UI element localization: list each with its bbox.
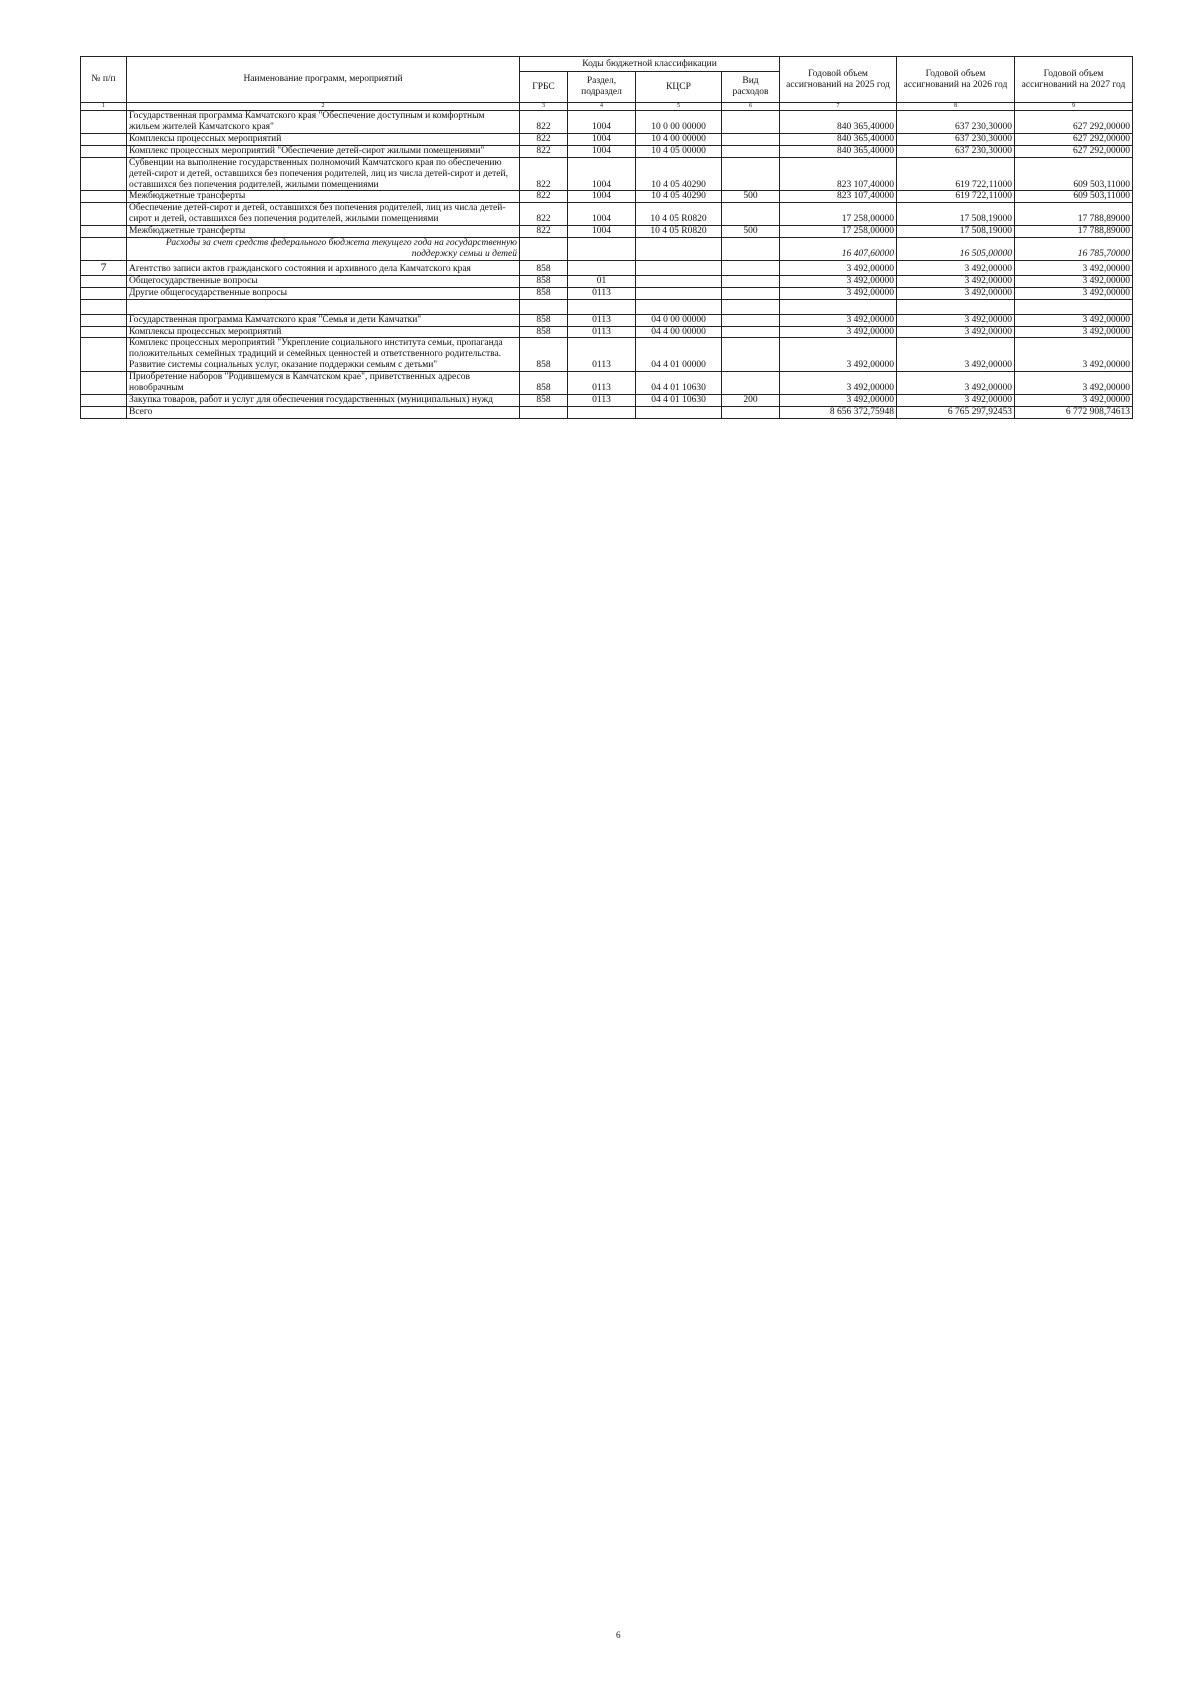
header-2026: Годовой объем ассигнований на 2026 год: [897, 57, 1015, 103]
row-npp: [81, 395, 127, 407]
row-section: [568, 407, 636, 419]
row-name: Комплекс процессных мероприятий "Обеспечение детей-сирот жилыми помещениями": [127, 145, 520, 157]
row-kcsr: 10 0 00 00000: [636, 111, 722, 134]
row-vid: 200: [722, 395, 780, 407]
row-vid: [722, 326, 780, 338]
row-vid: [722, 314, 780, 326]
row-section: 1004: [568, 203, 636, 226]
table-row: [81, 238, 1133, 261]
row-npp: [81, 133, 127, 145]
row-kcsr: 04 0 00 00000: [636, 314, 722, 326]
row-grbs: 858: [520, 372, 568, 395]
row-section: 1004: [568, 133, 636, 145]
table-row: [81, 372, 1133, 395]
header-row-1: [81, 57, 1133, 72]
row-kcsr: [636, 238, 722, 261]
row-npp: [81, 407, 127, 419]
row-amount-2026: 3 492,00000: [897, 275, 1015, 287]
row-grbs: 822: [520, 111, 568, 134]
table-row: [81, 157, 1133, 191]
row-section: 1004: [568, 226, 636, 238]
row-grbs: [520, 299, 568, 314]
row-amount-2026: 637 230,30000: [897, 133, 1015, 145]
row-name: Всего: [127, 407, 520, 419]
row-vid: [722, 372, 780, 395]
row-amount-2025: 823 107,40000: [780, 157, 897, 191]
row-amount-2026: 637 230,30000: [897, 145, 1015, 157]
column-number-cell: 5: [636, 103, 722, 111]
row-name: Государственная программа Камчатского края "Обеспечение доступным и комфортным жильем жителей Камчатского края": [127, 111, 520, 134]
row-npp: [81, 372, 127, 395]
row-amount-2025: 840 365,40000: [780, 133, 897, 145]
column-number-cell: 4: [568, 103, 636, 111]
row-amount-2026: 3 492,00000: [897, 326, 1015, 338]
row-vid: [722, 203, 780, 226]
row-amount-2027: 16 785,70000: [1015, 238, 1133, 261]
row-amount-2025: 840 365,40000: [780, 111, 897, 134]
row-amount-2025: 17 258,00000: [780, 226, 897, 238]
row-amount-2025: 3 492,00000: [780, 395, 897, 407]
table-row: [81, 111, 1133, 134]
row-grbs: 822: [520, 157, 568, 191]
row-grbs: 822: [520, 191, 568, 203]
row-amount-2027: 3 492,00000: [1015, 372, 1133, 395]
row-npp: [81, 299, 127, 314]
table-row: [81, 338, 1133, 372]
table-row: [81, 299, 1133, 314]
row-name: Комплексы процессных мероприятий: [127, 326, 520, 338]
column-number-cell: 3: [520, 103, 568, 111]
row-section: 0113: [568, 326, 636, 338]
row-amount-2027: [1015, 299, 1133, 314]
row-amount-2027: 17 788,89000: [1015, 203, 1133, 226]
row-npp: [81, 275, 127, 287]
column-number-cell: 8: [897, 103, 1015, 111]
row-grbs: [520, 238, 568, 261]
row-section: [568, 260, 636, 275]
row-amount-2026: 3 492,00000: [897, 395, 1015, 407]
row-name: Комплекс процессных мероприятий "Укрепление социального института семьи, пропаганда положительных семейных традиций и семейных ценностей и ответственного родительства. Развитие системы социальных услуг, оказание поддержки семьям с детьми": [127, 338, 520, 372]
row-npp: [81, 314, 127, 326]
table-row: [81, 203, 1133, 226]
row-grbs: 858: [520, 275, 568, 287]
row-vid: [722, 145, 780, 157]
row-section: 0113: [568, 314, 636, 326]
row-kcsr: 04 4 01 10630: [636, 372, 722, 395]
column-number-cell: 1: [81, 103, 127, 111]
row-amount-2025: 3 492,00000: [780, 275, 897, 287]
header-codes-group: Коды бюджетной классификации: [520, 57, 780, 72]
row-vid: [722, 111, 780, 134]
row-amount-2026: 3 492,00000: [897, 314, 1015, 326]
row-kcsr: 10 4 05 R0820: [636, 203, 722, 226]
row-kcsr: [636, 260, 722, 275]
row-amount-2025: 8 656 372,75948: [780, 407, 897, 419]
row-name: Общегосударственные вопросы: [127, 275, 520, 287]
row-name: Субвенции на выполнение государственных полномочий Камчатского края по обеспечению детей-сирот и детей, оставшихся без попечения родителей, лиц из числа детей-сирот и детей, оставшихся без попечения родителей, жилыми помещениями: [127, 157, 520, 191]
row-amount-2027: 3 492,00000: [1015, 287, 1133, 299]
row-amount-2027: 627 292,00000: [1015, 111, 1133, 134]
header-2025: Годовой объем ассигнований на 2025 год: [780, 57, 897, 103]
header-section: Раздел, подраздел: [568, 72, 636, 103]
row-amount-2026: [897, 299, 1015, 314]
row-amount-2027: 17 788,89000: [1015, 226, 1133, 238]
row-section: 1004: [568, 157, 636, 191]
row-grbs: 858: [520, 395, 568, 407]
row-amount-2025: 840 365,40000: [780, 145, 897, 157]
row-amount-2025: 3 492,00000: [780, 338, 897, 372]
row-amount-2025: 3 492,00000: [780, 372, 897, 395]
row-amount-2026: 3 492,00000: [897, 372, 1015, 395]
row-amount-2027: 627 292,00000: [1015, 145, 1133, 157]
row-amount-2026: 17 508,19000: [897, 203, 1015, 226]
row-amount-2027: 3 492,00000: [1015, 314, 1133, 326]
row-section: [568, 299, 636, 314]
table-body: [81, 111, 1133, 419]
row-amount-2026: 619 722,11000: [897, 157, 1015, 191]
table-row: [81, 287, 1133, 299]
row-amount-2026: 6 765 297,92453: [897, 407, 1015, 419]
row-section: 0113: [568, 287, 636, 299]
row-name: Обеспечение детей-сирот и детей, оставшихся без попечения родителей, лиц из числа детей-сирот и детей, оставшихся без попечения родителей, жилыми помещениями: [127, 203, 520, 226]
row-npp: [81, 157, 127, 191]
table-row: [81, 260, 1133, 275]
row-npp: [81, 287, 127, 299]
row-grbs: 858: [520, 260, 568, 275]
row-section: [568, 238, 636, 261]
row-amount-2025: 823 107,40000: [780, 191, 897, 203]
header-kcsr: КЦСР: [636, 72, 722, 103]
row-npp: [81, 191, 127, 203]
row-section: 1004: [568, 145, 636, 157]
row-name: Агентство записи актов гражданского состояния и архивного дела Камчатского края: [127, 260, 520, 275]
header-name: Наименование программ, мероприятий: [127, 57, 520, 103]
row-npp: [81, 145, 127, 157]
row-amount-2027: 627 292,00000: [1015, 133, 1133, 145]
row-kcsr: 04 4 00 00000: [636, 326, 722, 338]
row-vid: 500: [722, 191, 780, 203]
column-number-cell: 9: [1015, 103, 1133, 111]
row-amount-2026: 637 230,30000: [897, 111, 1015, 134]
row-amount-2027: 3 492,00000: [1015, 326, 1133, 338]
row-grbs: 858: [520, 287, 568, 299]
row-vid: 500: [722, 226, 780, 238]
row-vid: [722, 275, 780, 287]
row-kcsr: 10 4 00 00000: [636, 133, 722, 145]
row-name: [127, 299, 520, 314]
row-npp: [81, 338, 127, 372]
row-vid: [722, 133, 780, 145]
row-kcsr: 04 4 01 00000: [636, 338, 722, 372]
row-amount-2027: 3 492,00000: [1015, 275, 1133, 287]
row-section: 1004: [568, 111, 636, 134]
row-vid: [722, 260, 780, 275]
row-amount-2027: 609 503,11000: [1015, 191, 1133, 203]
row-kcsr: [636, 407, 722, 419]
row-amount-2026: 619 722,11000: [897, 191, 1015, 203]
row-amount-2026: 16 505,00000: [897, 238, 1015, 261]
row-section: 0113: [568, 395, 636, 407]
header-vid: Вид расходов: [722, 72, 780, 103]
row-section: 0113: [568, 338, 636, 372]
row-npp: [81, 326, 127, 338]
row-vid: [722, 338, 780, 372]
row-amount-2026: 3 492,00000: [897, 338, 1015, 372]
row-amount-2025: 3 492,00000: [780, 260, 897, 275]
table-row: [81, 226, 1133, 238]
row-kcsr: 10 4 05 R0820: [636, 226, 722, 238]
column-number-cell: 2: [127, 103, 520, 111]
row-grbs: [520, 407, 568, 419]
row-amount-2027: 3 492,00000: [1015, 260, 1133, 275]
row-vid: [722, 407, 780, 419]
row-grbs: 822: [520, 226, 568, 238]
row-npp: [81, 203, 127, 226]
row-grbs: 822: [520, 203, 568, 226]
row-amount-2025: 3 492,00000: [780, 287, 897, 299]
row-amount-2025: 3 492,00000: [780, 326, 897, 338]
column-number-cell: 7: [780, 103, 897, 111]
row-npp: [81, 238, 127, 261]
row-grbs: 858: [520, 338, 568, 372]
row-kcsr: 10 4 05 40290: [636, 157, 722, 191]
row-name: Межбюджетные трансферты: [127, 191, 520, 203]
row-name: Государственная программа Камчатского края "Семья и дети Камчатки": [127, 314, 520, 326]
row-kcsr: [636, 275, 722, 287]
row-amount-2027: 3 492,00000: [1015, 338, 1133, 372]
row-kcsr: 04 4 01 10630: [636, 395, 722, 407]
row-grbs: 858: [520, 326, 568, 338]
table-row: [81, 191, 1133, 203]
row-amount-2027: 3 492,00000: [1015, 395, 1133, 407]
page-number: 6: [616, 1630, 621, 1640]
row-kcsr: 10 4 05 40290: [636, 191, 722, 203]
row-section: 0113: [568, 372, 636, 395]
table-row: [81, 395, 1133, 407]
table-row: [81, 133, 1133, 145]
row-grbs: 822: [520, 133, 568, 145]
row-grbs: 858: [520, 314, 568, 326]
row-name: Расходы за счет средств федерального бюджета текущего года на государственную поддержку семьи и детей: [127, 238, 520, 261]
table-row: [81, 145, 1133, 157]
row-amount-2025: 16 407,60000: [780, 238, 897, 261]
row-amount-2026: 3 492,00000: [897, 287, 1015, 299]
header-2027: Годовой объем ассигнований на 2027 год: [1015, 57, 1133, 103]
row-kcsr: [636, 299, 722, 314]
row-section: 1004: [568, 191, 636, 203]
row-section: 01: [568, 275, 636, 287]
row-vid: [722, 299, 780, 314]
row-amount-2026: 17 508,19000: [897, 226, 1015, 238]
table-row: [81, 275, 1133, 287]
row-npp: [81, 111, 127, 134]
row-vid: [722, 287, 780, 299]
table-row: [81, 407, 1133, 419]
row-name: Межбюджетные трансферты: [127, 226, 520, 238]
row-name: Комплексы процессных мероприятий: [127, 133, 520, 145]
row-vid: [722, 157, 780, 191]
row-amount-2025: 17 258,00000: [780, 203, 897, 226]
row-name: Закупка товаров, работ и услуг для обеспечения государственных (муниципальных) нужд: [127, 395, 520, 407]
row-amount-2025: [780, 299, 897, 314]
column-number-row: [81, 103, 1133, 111]
column-number-cell: 6: [722, 103, 780, 111]
row-vid: [722, 238, 780, 261]
row-name: Другие общегосударственные вопросы: [127, 287, 520, 299]
table-row: [81, 314, 1133, 326]
row-amount-2027: 6 772 908,74613: [1015, 407, 1133, 419]
row-npp: [81, 226, 127, 238]
row-grbs: 822: [520, 145, 568, 157]
row-amount-2027: 609 503,11000: [1015, 157, 1133, 191]
row-amount-2025: 3 492,00000: [780, 314, 897, 326]
row-npp: 7: [81, 260, 127, 275]
header-npp: № п/п: [81, 57, 127, 103]
row-name: Приобретение наборов "Родившемуся в Камчатском крае", приветственных адресов новобрачным: [127, 372, 520, 395]
row-amount-2026: 3 492,00000: [897, 260, 1015, 275]
header-grbs: ГРБС: [520, 72, 568, 103]
row-kcsr: [636, 287, 722, 299]
table-row: [81, 326, 1133, 338]
budget-table: [80, 56, 1133, 419]
row-kcsr: 10 4 05 00000: [636, 145, 722, 157]
